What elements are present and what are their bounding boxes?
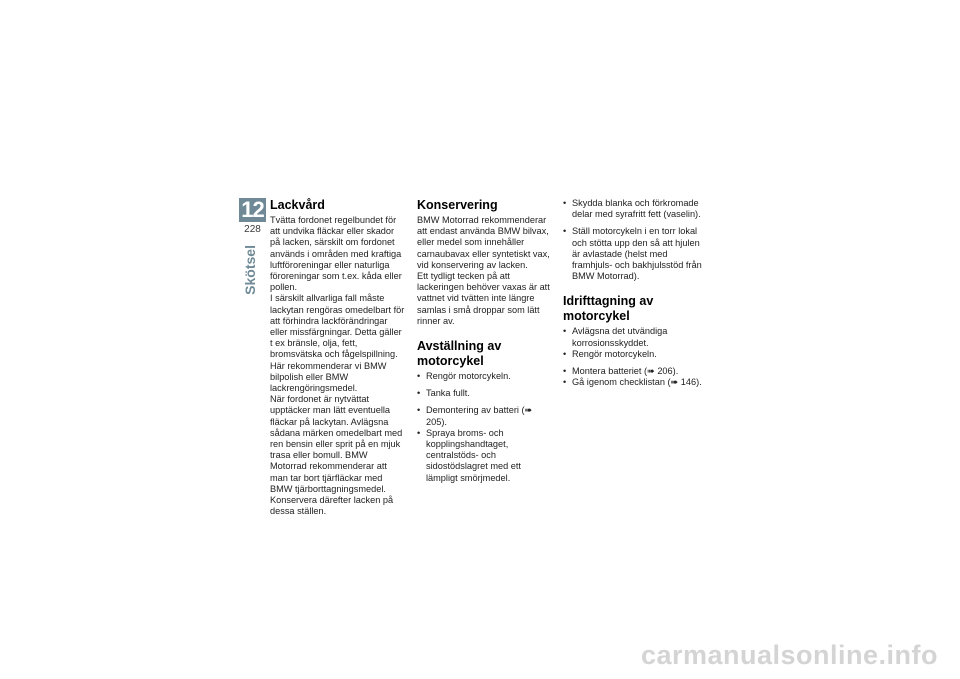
page-number: 228 — [244, 224, 261, 235]
list-item: • Gå igenom checklistan (➠ 146). — [563, 377, 702, 388]
bullet-icon: • — [563, 326, 567, 337]
bullet-icon: • — [417, 405, 421, 416]
heading-lackvard: Lackvård — [270, 198, 325, 212]
list-item: • Avlägsna det utvändiga korrosionsskyddet. — [563, 326, 668, 348]
list-item: • Rengör motorcykeln. — [417, 371, 511, 382]
paragraph: Ett tydligt tecken på att lackeringen behöver vaxas är att vattnet vid tvätten inte längre samlas i små droppar som lätt rinner av. — [417, 271, 550, 326]
paragraph: När fordonet är nytvättat upptäcker man lätt eventuella fläckar på lackytan. Avlägsna sådana märken omedelbart med ren bensin eller sprit på en mjuk trasa eller bomull. BMW Motorrad rekommenderar att man tar bort tjärfläckar med BMW tjärborttagningsmedel. Konservera därefter lacken på dessa ställen. — [270, 394, 403, 517]
paragraph: Tvätta fordonet regelbundet för att undvika fläckar eller skador på lacken, särskilt om fordonet används i områden med kraftiga luftföroreningar eller naturliga föroreningar som t.ex. kåda eller pollen. — [270, 215, 402, 293]
column-skydd-idrifttagning — [563, 198, 703, 394]
list-item: • Rengör motorcykeln. — [563, 348, 657, 359]
list-item: • Spraya broms- och kopplingshandtaget, centralstöds- och sidostödslagret med ett lämpligt smörjmedel. — [417, 427, 521, 483]
paragraph: BMW Motorrad rekommenderar att endast använda BMW bilvax, eller medel som innehåller carnaubavax eller syntetiskt vax, vid konservering av lacken. — [417, 215, 550, 270]
bullet-icon: • — [563, 366, 567, 377]
list-idrifttagning — [563, 326, 703, 388]
paragraph: I särskilt allvarliga fall måste lackytan rengöras omedelbart för att förhindra lackförändringar eller missfärgningar. Detta gäller t ex bränsle, olja, fett, bromsvätska och fågelspillning. Här rekommenderar vi BMW bilpolish eller BMW lackrengöringsmedel. — [270, 293, 405, 394]
list-item: • Demontering av batteri (➠ 205). — [417, 405, 533, 427]
heading-idrifttagning: Idrifttagning av motorcykel — [563, 294, 654, 324]
bullet-icon: • — [563, 348, 567, 359]
list-skydd — [563, 198, 703, 282]
list-item: • Skydda blanka och förkromade delar med syrafritt fett (vaselin). — [563, 198, 701, 220]
bullet-icon: • — [563, 198, 567, 208]
list-avstallning — [417, 371, 552, 484]
column-konservering — [417, 198, 552, 490]
heading-konservering: Konservering — [417, 198, 498, 212]
bullet-icon: • — [417, 427, 421, 438]
section-label: Skötsel — [242, 245, 258, 295]
section-label-vertical — [243, 245, 257, 325]
list-item: • Montera batteriet (➠ 206). — [563, 366, 679, 377]
heading-avstallning: Avställning av motorcykel — [417, 339, 502, 369]
chapter-number: 12 — [239, 198, 266, 222]
list-item: • Ställ motorcykeln i en torr lokal och stötta upp den så att hjulen är avlastade (helst med framhjuls- och bakhjulsstöd från BMW Motorrad). — [563, 226, 702, 282]
list-item: • Tanka fullt. — [417, 388, 470, 399]
bullet-icon: • — [563, 226, 567, 237]
bullet-icon: • — [417, 388, 421, 399]
bullet-icon: • — [563, 377, 567, 388]
watermark: carmanualsonline.info — [640, 640, 938, 670]
column-lackvard — [270, 198, 405, 517]
chapter-tab — [239, 198, 266, 235]
bullet-icon: • — [417, 371, 421, 382]
